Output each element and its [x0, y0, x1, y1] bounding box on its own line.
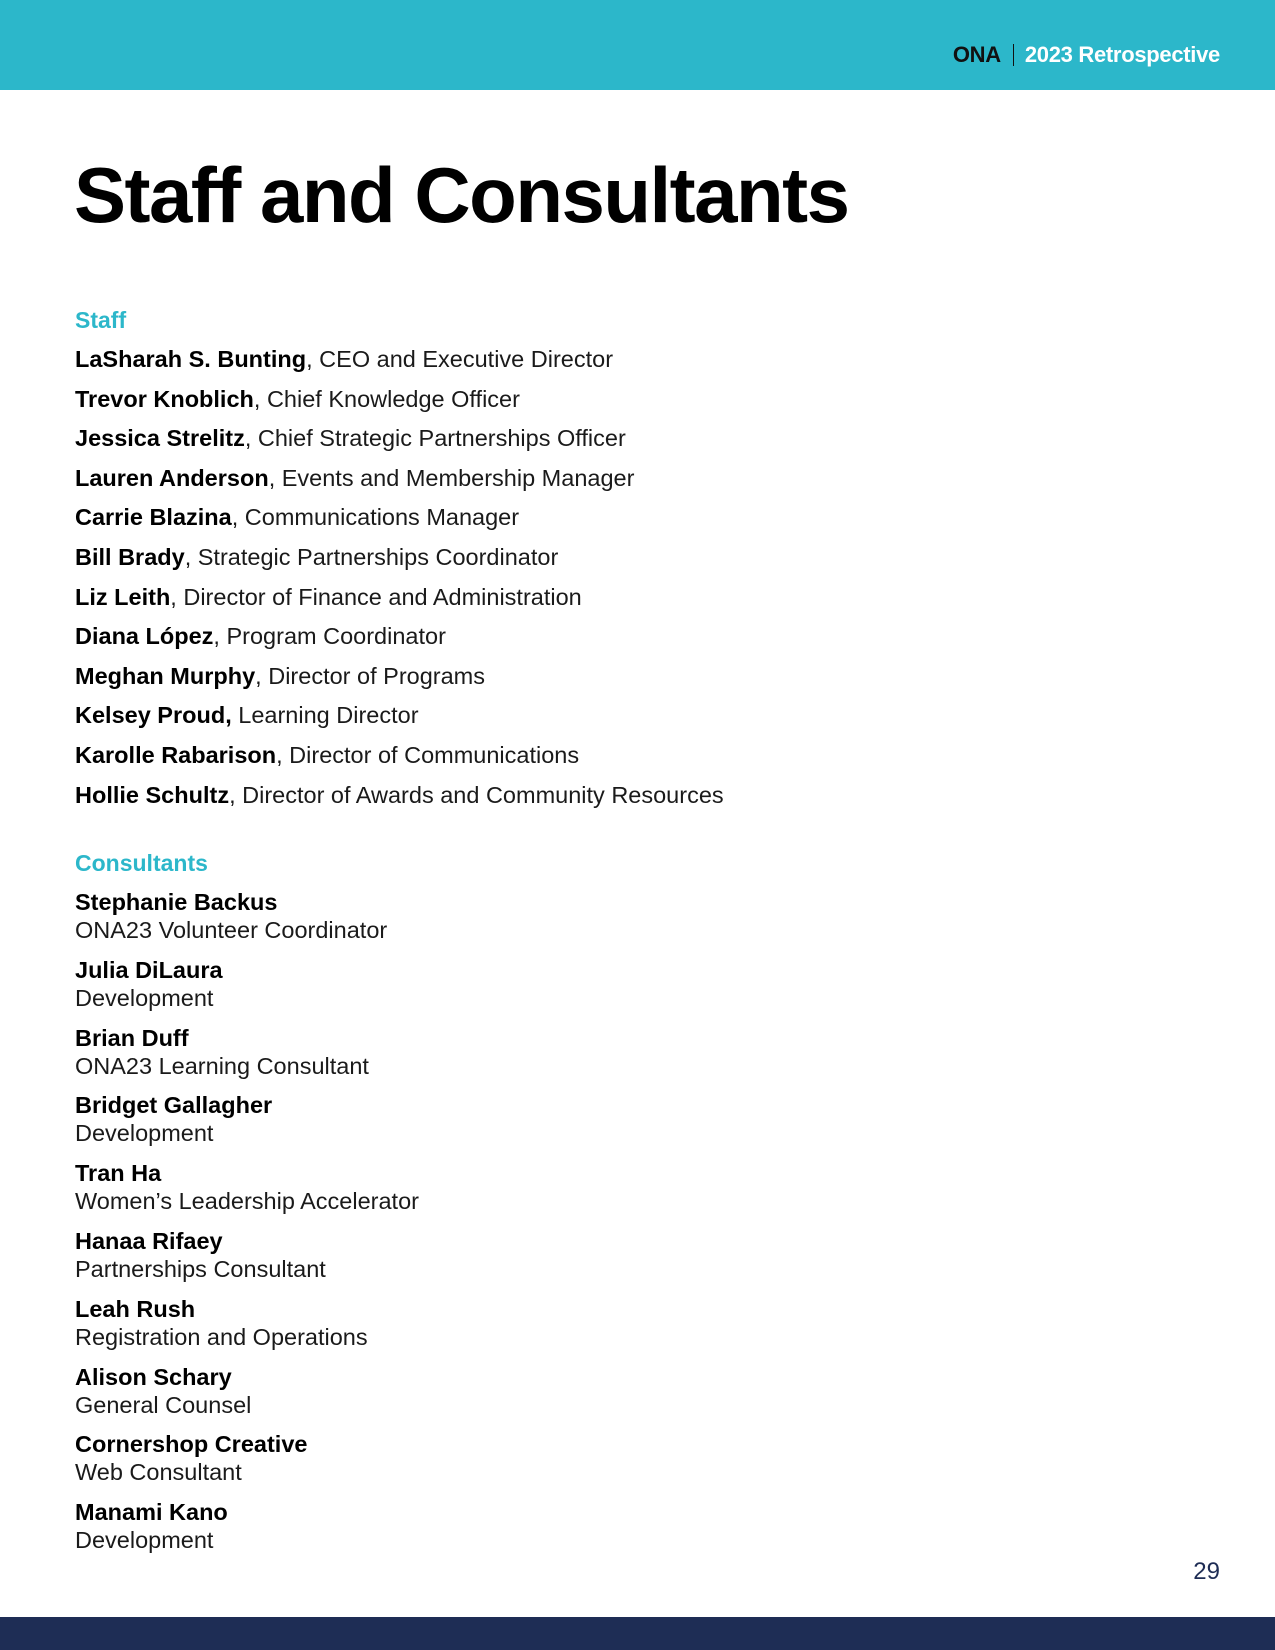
consultant-name: Brian Duff [75, 1024, 189, 1051]
consultant-item [75, 1091, 419, 1159]
staff-role: , Director of Programs [255, 662, 486, 689]
consultant-role: Registration and Operations [75, 1323, 368, 1350]
staff-item [75, 781, 724, 821]
header-org: ONA [952, 42, 1001, 67]
staff-role: , Events and Membership Manager [268, 464, 635, 491]
staff-item [75, 583, 724, 623]
staff-item [75, 662, 724, 702]
staff-name: Jessica Strelitz [75, 425, 245, 452]
consultant-name: Alison Schary [75, 1363, 232, 1390]
staff-role: , Communications Manager [231, 504, 520, 531]
staff-role: , Director of Communications [276, 741, 580, 768]
staff-name: Diana López [75, 623, 214, 650]
staff-item [75, 424, 724, 464]
consultant-list [75, 888, 419, 1566]
staff-name: Carrie Blazina [75, 504, 232, 531]
staff-item [75, 385, 724, 425]
page-title: Staff and Consultants [74, 151, 849, 239]
page-number: 29 [1193, 1558, 1220, 1585]
consultant-name: Tran Ha [75, 1160, 162, 1187]
consultant-item [75, 956, 419, 1024]
staff-name: Kelsey Proud, [75, 702, 232, 729]
staff-item [75, 741, 724, 781]
consultant-name: Hanaa Rifaey [75, 1227, 223, 1254]
staff-heading: Staff [75, 307, 127, 333]
header-divider [1013, 44, 1014, 66]
consultant-name: Leah Rush [75, 1295, 196, 1322]
staff-name: Meghan Murphy [75, 662, 256, 689]
staff-item [75, 503, 724, 543]
staff-role: , Strategic Partnerships Coordinator [184, 543, 559, 570]
staff-item [75, 543, 724, 583]
consultant-role: General Counsel [75, 1391, 252, 1418]
consultant-item [75, 1024, 419, 1092]
consultant-name: Julia DiLaura [75, 956, 223, 983]
staff-role: , Director of Awards and Community Resources [229, 781, 724, 808]
staff-role: , CEO and Executive Director [306, 346, 614, 372]
staff-name: Bill Brady [75, 543, 185, 570]
consultant-item [75, 888, 419, 956]
header-title: 2023 Retrospective [1024, 42, 1220, 67]
staff-item [75, 464, 724, 504]
staff-name: Liz Leith [75, 583, 171, 610]
staff-role: Learning Director [231, 702, 419, 729]
staff-name: Karolle Rabarison [75, 741, 277, 768]
consultant-role: ONA23 Volunteer Coordinator [75, 917, 388, 943]
consultant-role: ONA23 Learning Consultant [75, 1052, 369, 1079]
consultant-name: Stephanie Backus [75, 889, 278, 915]
consultant-item [75, 1227, 419, 1295]
consultant-item [75, 1295, 419, 1363]
consultant-item [75, 1430, 419, 1498]
consultant-role: Development [75, 1527, 214, 1554]
staff-item [75, 622, 724, 662]
staff-name: LaSharah S. Bunting [75, 346, 307, 372]
staff-role: , Chief Strategic Partnerships Officer [244, 425, 626, 452]
staff-role: , Director of Finance and Administration [170, 583, 582, 610]
consultant-name: Bridget Gallagher [75, 1092, 273, 1119]
header-brand [953, 42, 1220, 68]
staff-item [75, 345, 724, 385]
consultant-role: Development [75, 1120, 214, 1147]
consultant-role: Partnerships Consultant [75, 1255, 326, 1282]
consultant-item [75, 1363, 419, 1431]
consultant-item [75, 1159, 419, 1227]
staff-list [75, 345, 724, 820]
staff-name: Hollie Schultz [75, 781, 230, 808]
staff-item [75, 701, 724, 741]
footer-band [0, 1617, 1275, 1650]
consultant-name: Manami Kano [75, 1499, 228, 1526]
staff-name: Trevor Knoblich [75, 385, 254, 412]
consultants-heading: Consultants [75, 850, 208, 876]
consultant-role: Women’s Leadership Accelerator [75, 1188, 419, 1215]
consultant-role: Web Consultant [75, 1459, 242, 1486]
staff-role: , Program Coordinator [213, 623, 446, 650]
consultant-role: Development [75, 984, 214, 1011]
staff-role: , Chief Knowledge Officer [253, 385, 520, 412]
consultant-item [75, 1498, 419, 1566]
staff-name: Lauren Anderson [75, 464, 269, 491]
consultant-name: Cornershop Creative [75, 1431, 308, 1458]
